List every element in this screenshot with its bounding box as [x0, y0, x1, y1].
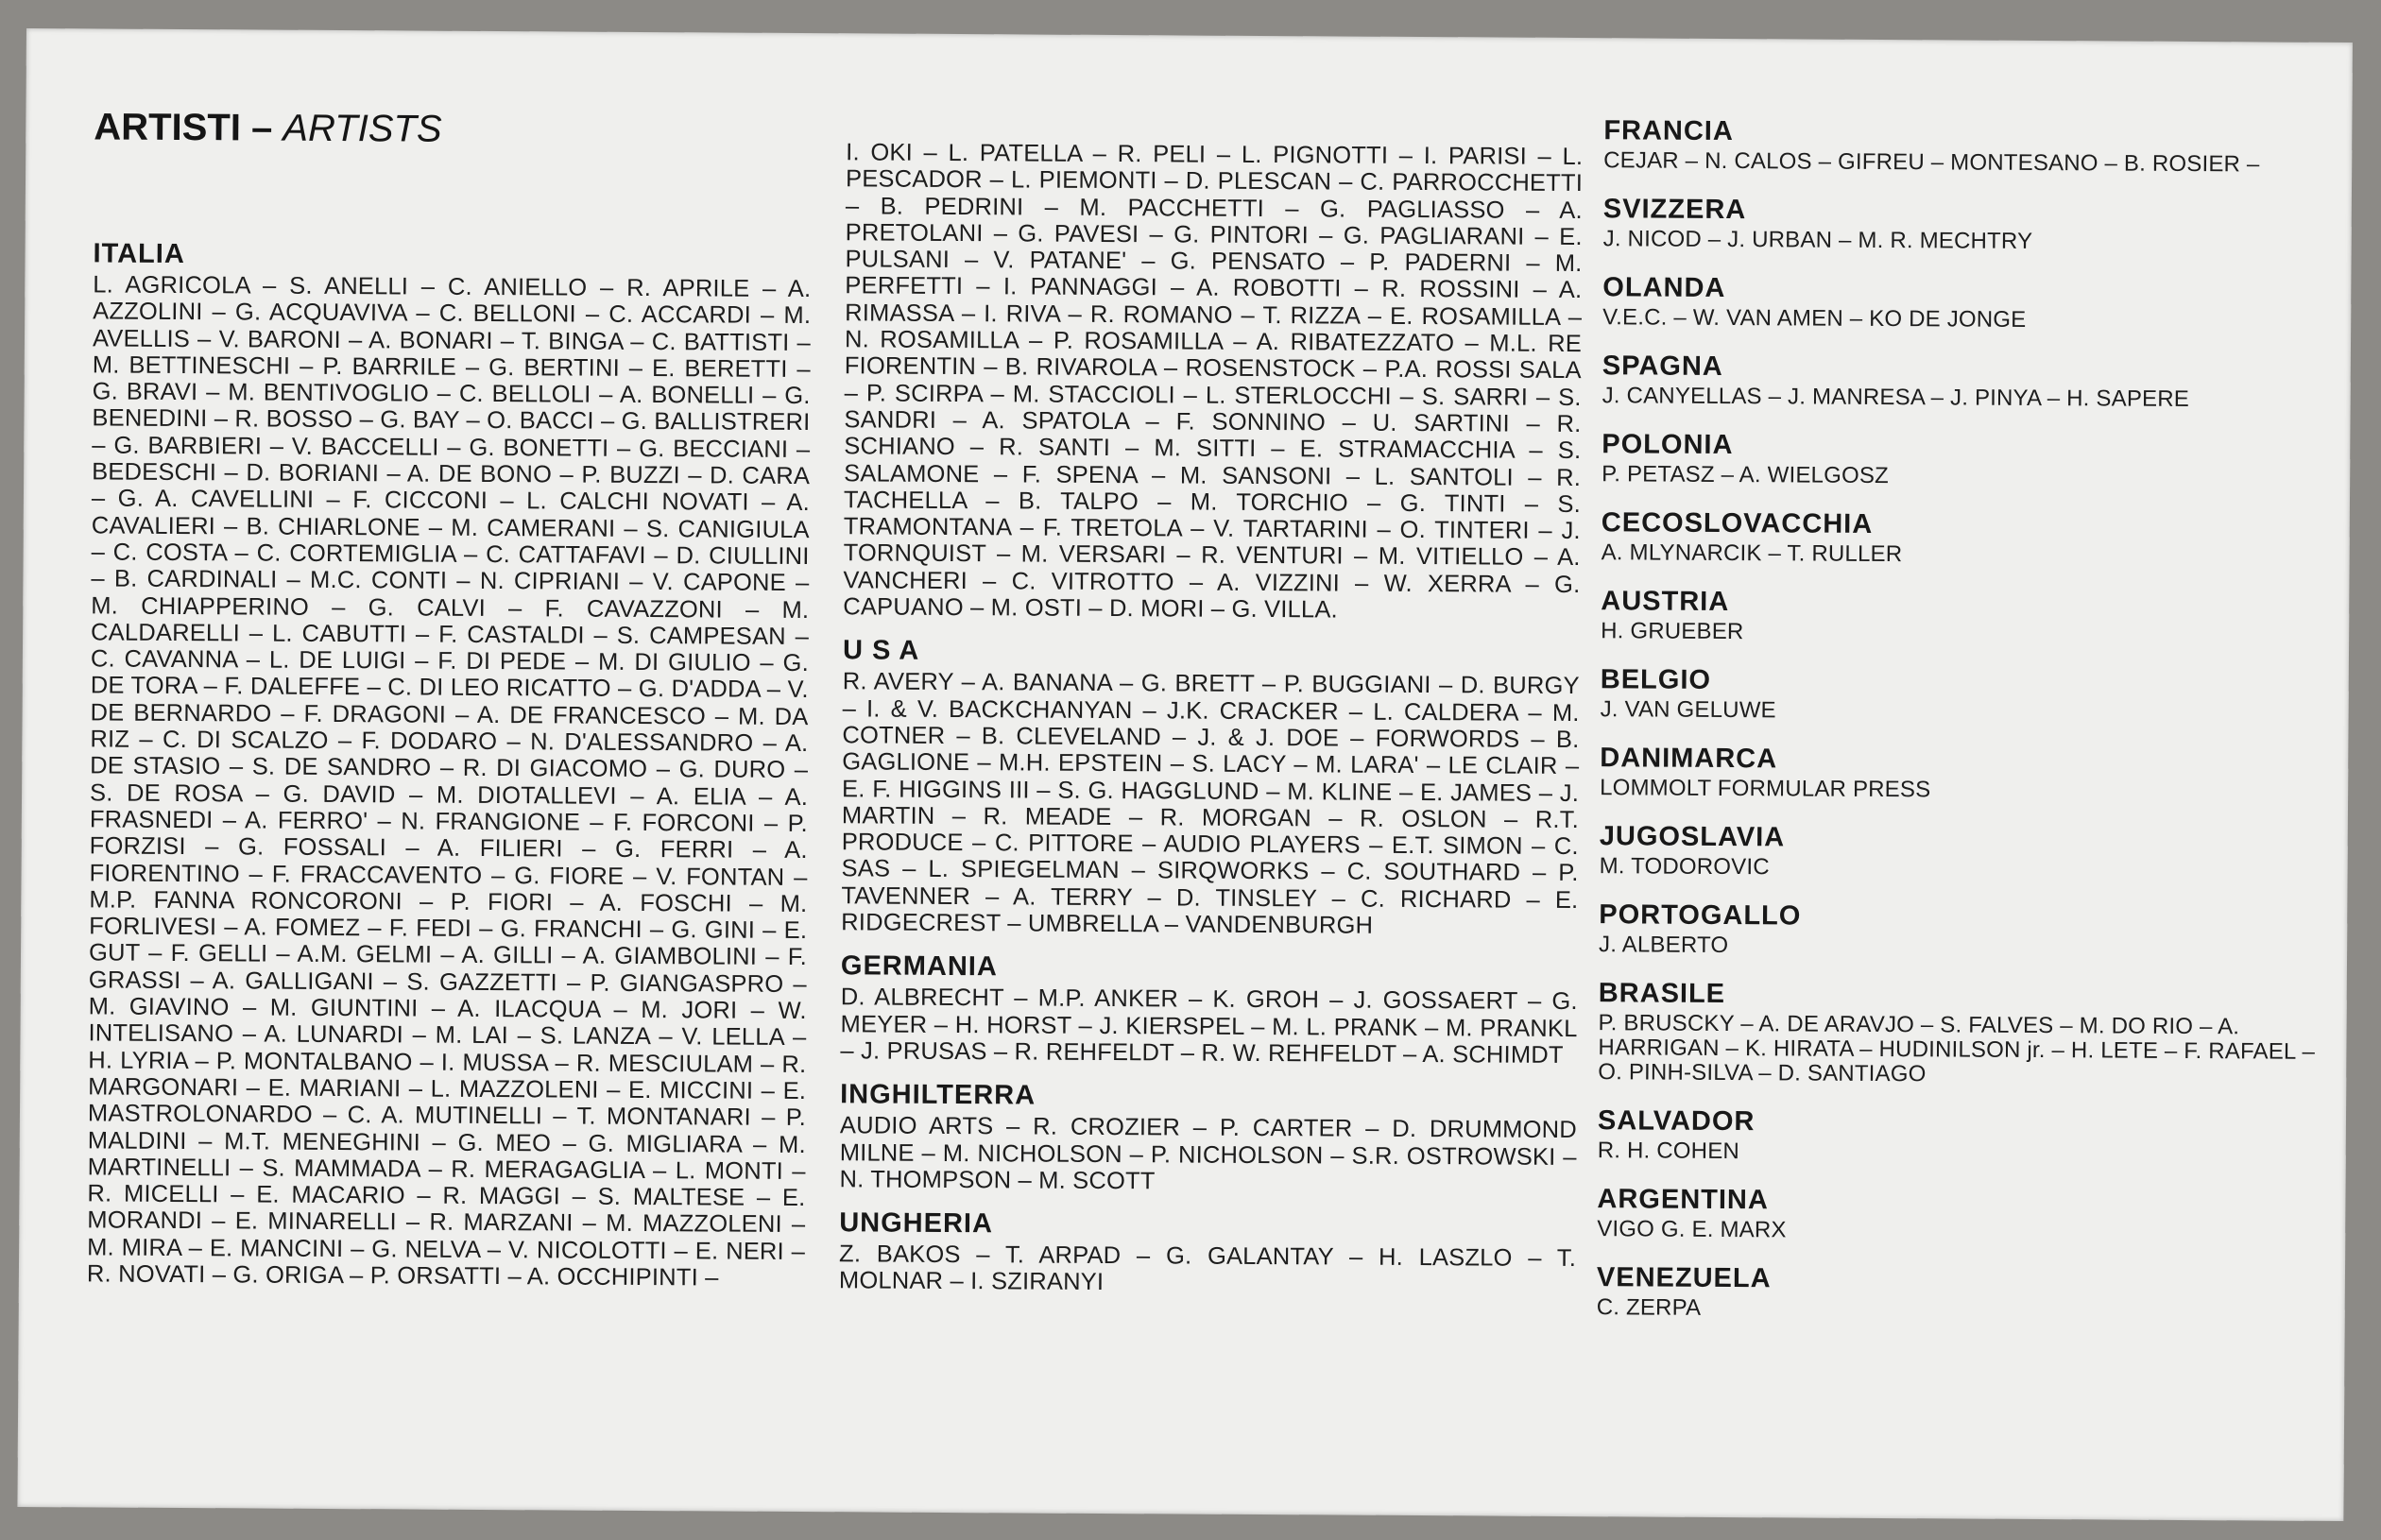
country-section-germania [840, 951, 1578, 1069]
country-heading: DANIMARCA [1600, 743, 1778, 775]
artist-names: R. H. COHEN [1597, 1138, 1740, 1165]
artist-names: V.E.C. – W. VAN AMEN – KO DE JONGE [1602, 304, 2027, 333]
country-heading: SPAGNA [1602, 351, 1723, 382]
country-section-portogallo [1599, 899, 2317, 962]
page-title [94, 106, 441, 150]
country-heading: ITALIA [93, 238, 185, 270]
country-heading: GERMANIA [840, 950, 998, 983]
country-section-cecoslovacchia [1602, 507, 2320, 570]
artist-names: P. BRUSCKY – A. DE ARAVJO – S. FALVES – M. DO RIO – A. HARRIGAN – K. HIRATA – HUDINILSON jr. – H. LETE – F. RAFAEL – O. PINH-SILVA – D. SANTIAGO [1598, 1010, 2316, 1087]
country-section-danimarca [1600, 743, 2318, 805]
artist-names: C. ZERPA [1596, 1294, 1702, 1321]
country-section-italia-cont [843, 139, 1583, 625]
artist-names: CEJAR – N. CALOS – GIFREU – MONTESANO – B. ROSIER – [1603, 147, 2260, 178]
country-section-olanda [1602, 272, 2321, 334]
country-heading: U S A [842, 635, 920, 667]
country-heading: ARGENTINA [1597, 1184, 1769, 1216]
country-section-belgio [1601, 664, 2319, 727]
country-section-austria [1601, 586, 2319, 648]
country-heading: UNGHERIA [839, 1207, 994, 1240]
artist-names: L. AGRICOLA – S. ANELLI – C. ANIELLO – R. APRILE – A. AZZOLINI – G. ACQUAVIVA – C. BELLONI – C. ACCARDI – M. AVELLIS – V. BARONI – A. BONARI – T. BINGA – C. BATTISTI – M. BETTINESCHI – P. BARRILE – G. BERTINI – E. BERETTI – G. BRAVI – M. BENTIVOGLIO – C. BELLOLI – A. BONELLI – G. BENEDINI – R. BOSSO – G. BAY – O. BACCI – G. BALLISTRERI – G. BARBIERI – V. BACCELLI – G. BONETTI – G. BECCIANI – BEDESCHI – D. BORIANI – A. DE BONO – P. BUZZI – D. CARA – G. A. CAVELLINI – F. CICCONI – L. CALCHI NOVATI – A. CAVALIERI – B. CHIARLONE – M. CAMERANI – S. CANIGIULA – C. COSTA – C. CORTEMIGLIA – C. CATTAFAVI – D. CIULLINI – B. CARDINALI – M.C. CONTI – N. CIPRIANI – V. CAPONE – M. CHIAPPERINO – G. CALVI – F. CAVAZZONI – M. CALDARELLI – L. CABUTTI – F. CASTALDI – S. CAMPESAN – C. CAVANNA – L. DE LUIGI – F. DI PEDE – M. DI GIULIO – G. DE TORA – F. DALEFFE – C. DI LEO RICATTO – G. D'ADDA – V. DE BERNARDO – F. DRAGONI – A. DE FRANCESCO – M. DA RIZ – C. DI SCALZO – F. DODARO – N. D'ALESSANDRO – A. DE STASIO – S. DE SANDRO – R. DI GIACOMO – G. DURO – S. DE ROSA – G. DAVID – M. DIOTALLEVI – A. ELIA – A. FRASNEDI – A. FERRO' – N. FRANGIONE – F. FORCONI – P. FORZISI – G. FOSSALI – A. FILIERI – G. FERRI – A. FIORENTINO – F. FRACCAVENTO – G. FIORE – V. FONTAN – M.P. FANNA RONCORONI – P. FIORI – A. FOSCHI – M. FORLIVESI – A. FOMEZ – F. FEDI – G. FRANCHI – G. GINI – E. GUT – F. GELLI – A.M. GELMI – A. GILLI – A. GIAMBOLINI – F. GRASSI – A. GALLIGANI – S. GAZZETTI – P. GIANGASPRO – M. GIAVINO – M. GIUNTINI – A. ILACQUA – M. JORI – W. INTELISANO – A. LUNARDI – M. LAI – S. LANZA – V. LELLA – H. LYRIA – P. MONTALBANO – I. MUSSA – R. MESCIULAM – R. MARGONARI – E. MARIANI – L. MAZZOLENI – E. MICCINI – E. MASTROLONARDO – C. A. MUTINELLI – T. MONTANARI – P. MALDINI – M.T. MENEGHINI – G. MEO – G. MIGLIARA – M. MARTINELLI – S. MAMMADA – R. MERAGAGLIA – L. MONTI – R. MICELLI – E. MACARIO – R. MAGGI – S. MALTESE – E. MORANDI – E. MINARELLI – R. MARZANI – M. MAZZOLENI – M. MIRA – E. MANCINI – G. NELVA – V. NICOLOTTI – E. NERI – R. NOVATI – G. ORIGA – P. ORSATTI – A. OCCHIPINTI – [86, 271, 812, 1292]
artist-names: J. VAN GELUWE [1600, 696, 1776, 724]
country-heading: PORTOGALLO [1599, 899, 1802, 932]
country-heading: INGHILTERRA [840, 1079, 1036, 1111]
artist-names: H. GRUEBER [1601, 618, 1744, 645]
artist-names: Z. BAKOS – T. ARPAD – G. GALANTAY – H. LASZLO – T. MOLNAR – I. SZIRANYI [838, 1241, 1577, 1296]
country-heading: BRASILE [1598, 978, 1726, 1010]
artist-names: LOMMOLT FORMULAR PRESS [1600, 775, 1931, 803]
artist-names: A. MLYNARCIK – T. RULLER [1601, 539, 1903, 568]
country-section-inghilterra [839, 1079, 1577, 1197]
country-heading: SVIZZERA [1602, 194, 1747, 226]
artist-names: I. OKI – L. PATELLA – R. PELI – L. PIGNOTTI – I. PARISI – L. PESCADOR – L. PIEMONTI – D. PLESCAN – C. PARROCCHETTI – B. PEDRINI – M. PACCHETTI – G. PAGLIASSO – A. PRETOLANI – G. PAVESI – G. PINTORI – G. PAGLIARANI – E. PULSANI – V. PATANE' – G. PENSATO – P. PADERNI – M. PERFETTI – I. PANNAGGI – A. ROBOTTI – R. ROSSINI – A. RIMASSA – I. RIVA – R. ROMANO – T. RIZZA – E. ROSAMILLA – N. ROSAMILLA – P. ROSAMILLA – A. RIBATEZZATO – M.L. RE FIORENTIN – B. RIVAROLA – ROSENSTOCK – P.A. ROSSI SALA – P. SCIRPA – M. STACCIOLI – L. STERLOCCHI – S. SARRI – S. SANDRI – A. SPATOLA – F. SONNINO – U. SARTINI – R. SCHIANO – R. SANTI – M. SITTI – E. STRAMACCHIA – S. SALAMONE – F. SPENA – M. SANSONI – L. SANTOLI – R. TACHELLA – B. TALPO – M. TORCHIO – G. TINTI – S. TRAMONTANA – F. TRETOLA – V. TARTARINI – O. TINTERI – J. TORNQUIST – M. VERSARI – R. VENTURI – M. VITIELLO – A. VANCHERI – C. VITROTTO – A. VIZZINI – W. XERRA – G. CAPUANO – M. OSTI – D. MORI – G. VILLA. [843, 139, 1584, 624]
country-heading: JUGOSLAVIA [1599, 821, 1786, 853]
country-section-polonia [1602, 429, 2320, 491]
country-section-svizzera [1603, 194, 2321, 256]
title-main: ARTISTI [94, 106, 242, 149]
artist-names: J. NICOD – J. URBAN – M. R. MECHTRY [1602, 226, 2033, 254]
country-heading: CECOSLOVACCHIA [1601, 507, 1874, 539]
country-heading: POLONIA [1602, 429, 1734, 461]
country-section-francia [1603, 115, 2321, 178]
artist-names: D. ALBRECHT – M.P. ANKER – K. GROH – J. GOSSAERT – G. MEYER – H. HORST – J. KIERSPEL – M. L. PRANK – M. PRANKL – J. PRUSAS – R. REHFELDT – R. W. REHFELDT – A. SCHIMDT [840, 984, 1578, 1069]
country-heading: BELGIO [1600, 664, 1712, 695]
title-italic: ARTISTS [283, 107, 442, 150]
artist-names: AUDIO ARTS – R. CROZIER – P. CARTER – D. DRUMMOND MILNE – M. NICHOLSON – P. NICHOLSON – S.R. OSTROWSKI – N. THOMPSON – M. SCOTT [839, 1112, 1577, 1195]
country-section-salvador [1598, 1105, 2316, 1168]
country-heading: VENEZUELA [1596, 1262, 1772, 1294]
artist-names: VIGO G. E. MARX [1597, 1216, 1787, 1243]
column-middle [839, 139, 1584, 1313]
country-heading: SALVADOR [1597, 1105, 1756, 1138]
title-dash: – [240, 107, 283, 149]
country-heading: OLANDA [1602, 272, 1726, 303]
artist-names: M. TODOROVIC [1599, 853, 1770, 881]
artists-card [17, 28, 2353, 1521]
country-section-jugoslavia [1600, 821, 2318, 883]
country-section-venezuela [1597, 1262, 2315, 1325]
country-section-argentina [1597, 1184, 2315, 1246]
country-heading: FRANCIA [1603, 115, 1734, 147]
artist-names: R. AVERY – A. BANANA – G. BRETT – P. BUGGIANI – D. BURGY – I. & V. BACKCHANYAN – J.K. CRACKER – L. CALDERA – M. COTNER – B. CLEVELAND – J. & J. DOE – FORWORDS – B. GAGLIONE – M.H. EPSTEIN – S. LACY – M. LARA' – LE CLAIR – E. F. HIGGINS III – S. G. HAGGLUND – M. KLINE – E. JAMES – J. MARTIN – R. MEADE – R. MORGAN – R. OSLON – R.T. PRODUCE – C. PITTORE – AUDIO PLAYERS – E.T. SIMON – C. SAS – L. SPIEGELMAN – SIRQWORKS – C. SOUTHARD – P. TAVENNER – A. TERRY – D. TINSLEY – C. RICHARD – E. RIDGECREST – UMBRELLA – VANDENBURGH [841, 668, 1580, 939]
country-section-italia [87, 238, 812, 1292]
country-section-brasile [1598, 978, 2317, 1089]
country-heading: AUSTRIA [1601, 586, 1730, 618]
artist-names: J. CANYELLAS – J. MANRESA – J. PINYA – H. SAPERE [1602, 383, 2190, 412]
column-right [1597, 115, 2322, 1345]
country-section-usa [841, 636, 1580, 941]
country-section-spagna [1602, 351, 2321, 413]
country-section-ungheria [839, 1207, 1577, 1298]
artist-names: P. PETASZ – A. WIELGOSZ [1602, 461, 1890, 489]
column-left [87, 238, 812, 1307]
artist-names: J. ALBERTO [1599, 932, 1729, 959]
